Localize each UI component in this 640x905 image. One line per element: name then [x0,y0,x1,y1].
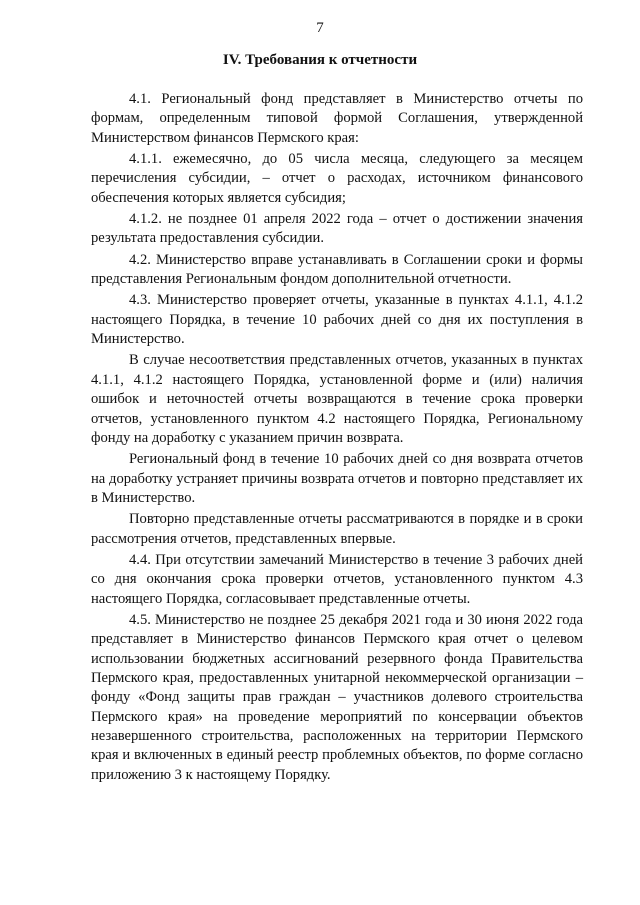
paragraph-4-3-rework: Региональный фонд в течение 10 рабочих дней со дня возврата отчетов на доработку устраняет причины возврата отчетов и повторно представляет их в Министерство. [91,451,583,506]
paragraph-4-1-2: 4.1.2. не позднее 01 апреля 2022 года – отчет о достижении значения результата предоставления субсидии. [91,211,583,247]
paragraph-4-4: 4.4. При отсутствии замечаний Министерство в течение 3 рабочих дней со дня окончания срока проверки отчетов, установленного пунктом 4.3 настоящего Порядка, согласовывает представленные отчеты. [91,551,583,607]
paragraph-4-2: 4.2. Министерство вправе устанавливать в Соглашении сроки и формы представления Региональным фондом дополнительной отчетности. [91,251,583,288]
page-number: 7 [316,20,324,36]
paragraph-4-1-1: 4.1.1. ежемесячно, до 05 числа месяца, следующего за месяцем перечисления субсидии, – отчет о расходах, источником финансового обеспечения которых является субсидия; [91,151,583,206]
document-body [91,90,583,787]
paragraph-4-1: 4.1. Региональный фонд представляет в Министерство отчеты по формам, определенным типовой формой Соглашения, утвержденной Министерством финансов Пермского края: [91,91,583,146]
paragraph-4-5: 4.5. Министерство не позднее 25 декабря 2021 года и 30 июня 2022 года представляет в Министерство финансов Пермского края отчет о целевом использовании бюджетных ассигнований резервного фонда Правительства Пермского края, предоставленных унитарной некоммерческой организации – фонду «Фонд защиты прав граждан – участников долевого строительства Пермского края» на проведение мероприятий по консервации объектов незавершенного строительства, расположенных на территории Пермского края и включенных в единый реестр проблемных объектов, по форме согласно приложению 3 к настоящему Порядку. [91,611,583,783]
paragraph-4-3-resubmission: Повторно представленные отчеты рассматриваются в порядке и в сроки рассмотрения отчетов, представленных впервые. [91,511,583,547]
paragraph-4-3-nonconformity: В случае несоответствия представленных отчетов, указанных в пунктах 4.1.1, 4.1.2 настоящего Порядка, установленной форме и (или) наличия ошибок и неточностей отчеты возвращаются в течение срока проверки отчетов, установленного пунктом 4.2 настоящего Порядка, Региональному фонду на доработку с указанием причин возврата. [91,352,583,446]
paragraph-4-3: 4.3. Министерство проверяет отчеты, указанные в пунктах 4.1.1, 4.1.2 настоящего Порядка, в течение 10 рабочих дней со дня их поступления в Министерство. [91,292,583,348]
section-heading: IV. Требования к отчетности [222,52,418,68]
